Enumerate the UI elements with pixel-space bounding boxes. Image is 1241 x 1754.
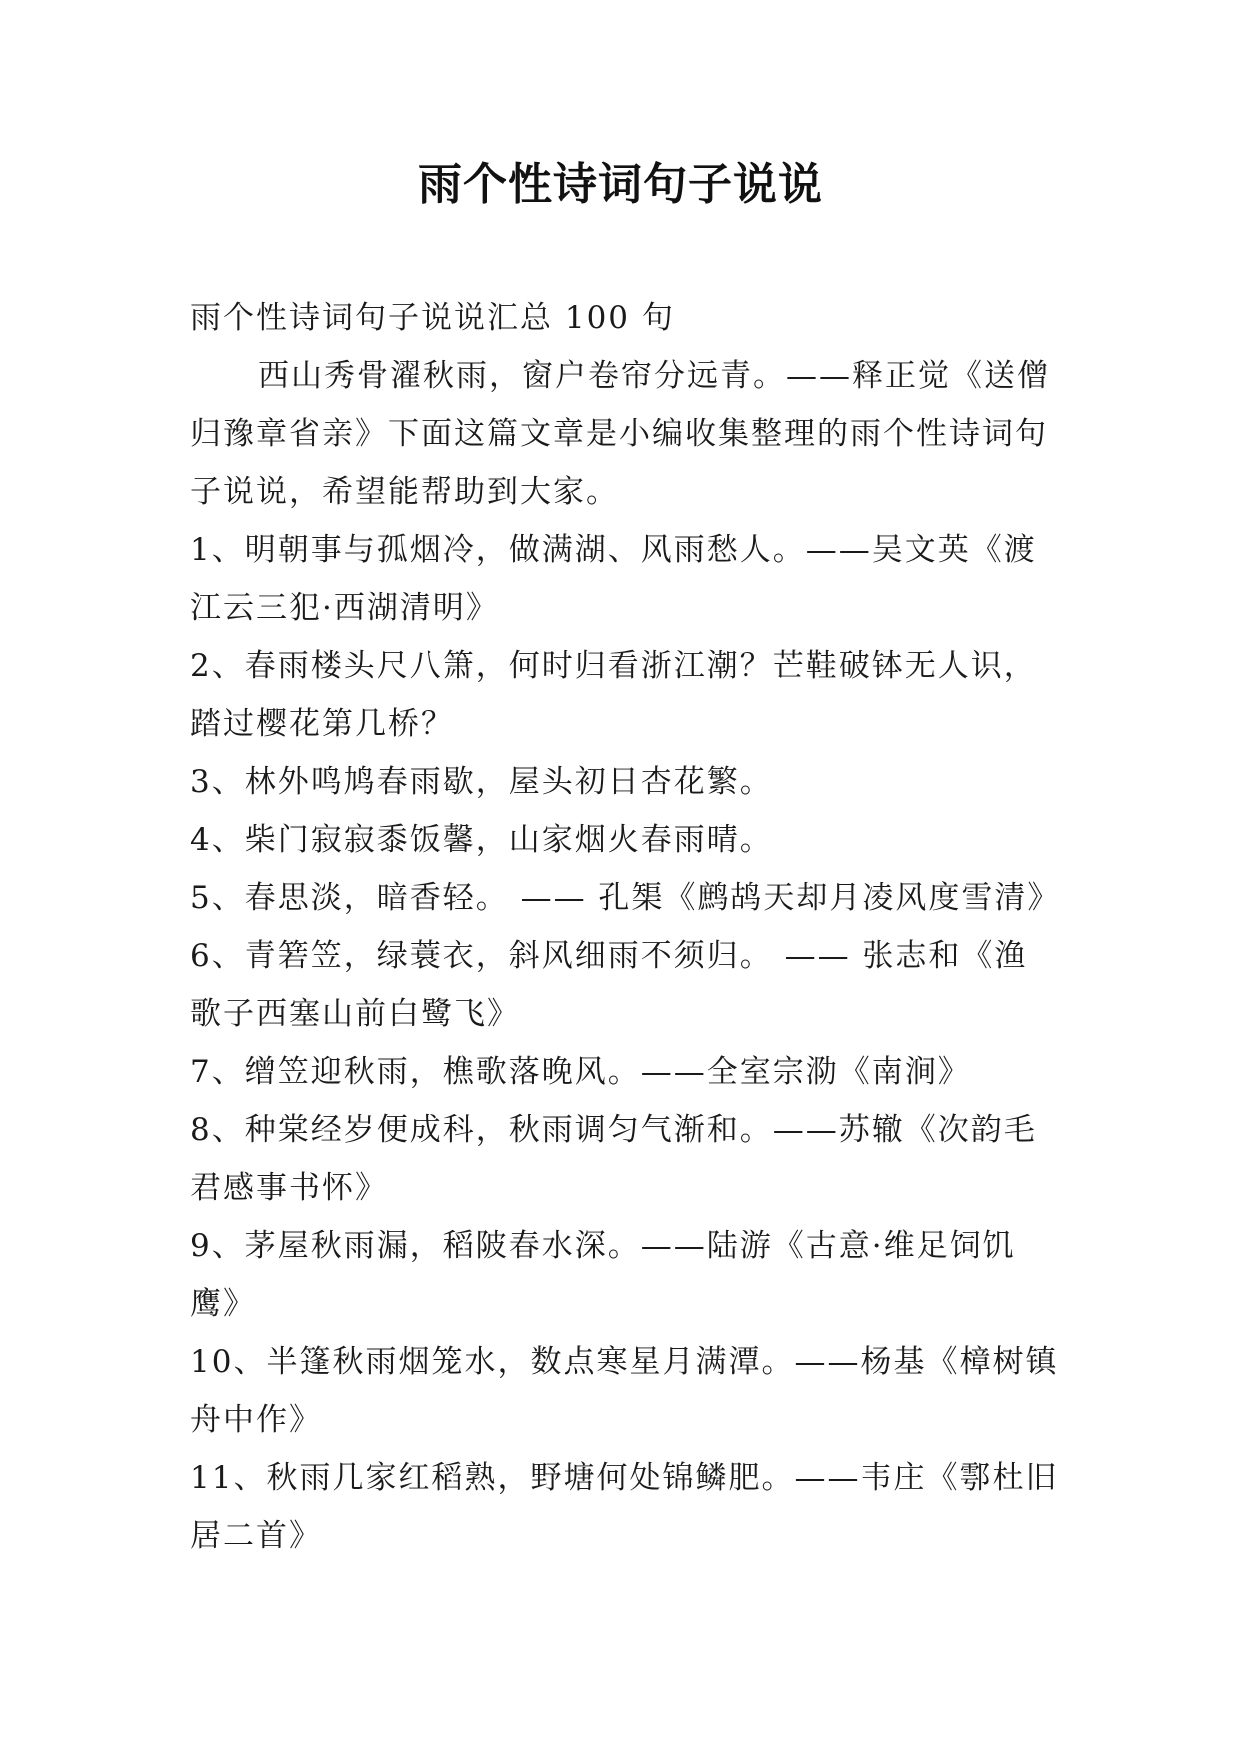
document-title: 雨个性诗词句子说说 — [418, 159, 823, 210]
list-item: 8、种棠经岁便成科，秋雨调匀气渐和。——苏辙《次韵毛君感事书怀》 — [190, 1112, 1037, 1206]
intro-paragraph: 西山秀骨濯秋雨，窗户卷帘分远青。——释正觉《送僧归豫章省亲》下面这篇文章是小编收集整理的雨个性诗词句子说说，希望能帮助到大家。 — [190, 358, 1050, 510]
list-item: 1、明朝事与孤烟冷，做满湖、风雨愁人。——吴文英《渡江云三犯·西湖清明》 — [190, 532, 1037, 626]
list-item: 3、林外鸣鸠春雨歇，屋头初日杏花繁。 — [190, 764, 773, 800]
document-body — [190, 289, 1060, 1565]
list-item: 5、春思淡，暗香轻。 —— 孔榘《鹧鸪天却月凌风度雪清》 — [190, 880, 1061, 916]
list-item: 2、春雨楼头尺八箫，何时归看浙江潮？芒鞋破钵无人识，踏过樱花第几桥？ — [190, 648, 1037, 742]
subtitle-paragraph: 雨个性诗词句子说说汇总 100 句 — [190, 300, 675, 336]
list-item: 11、秋雨几家红稻熟，野塘何处锦鳞肥。——韦庄《鄠杜旧居二首》 — [190, 1460, 1059, 1554]
list-item: 7、缯笠迎秋雨，樵歌落晚风。——全室宗泐《南涧》 — [190, 1054, 971, 1090]
list-item: 10、半篷秋雨烟笼水，数点寒星月满潭。——杨基《樟树镇舟中作》 — [190, 1344, 1059, 1438]
list-item: 9、茅屋秋雨漏，稻陂春水深。——陆游《古意·维足饲饥鹰》 — [190, 1228, 1016, 1322]
list-item: 4、柴门寂寂黍饭馨，山家烟火春雨晴。 — [190, 822, 773, 858]
list-item: 6、青箬笠，绿蓑衣，斜风细雨不须归。 —— 张志和《渔歌子西塞山前白鹭飞》 — [190, 938, 1028, 1032]
